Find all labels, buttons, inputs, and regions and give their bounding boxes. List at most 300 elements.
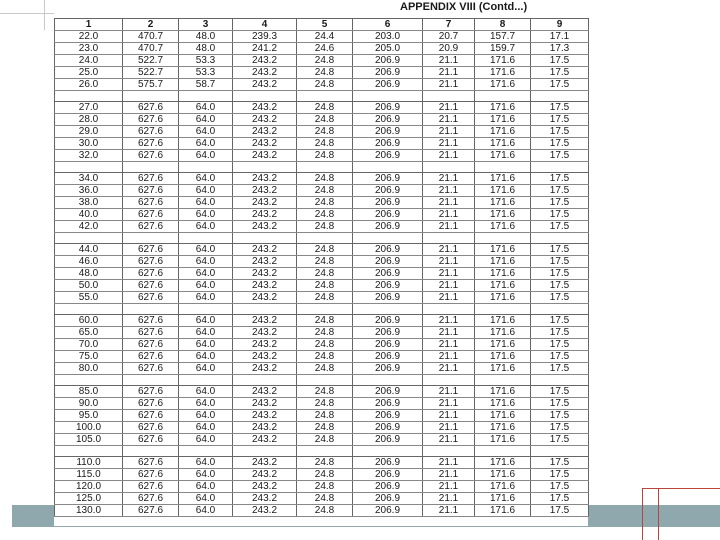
table-cell: 171.6 (475, 481, 531, 493)
table-cell: 206.9 (353, 150, 423, 162)
table-cell: 243.2 (233, 185, 297, 197)
table-cell: 22.0 (55, 31, 123, 43)
separator-cell (423, 233, 475, 244)
table-cell: 206.9 (353, 256, 423, 268)
table-cell: 17.5 (531, 197, 589, 209)
separator-cell (123, 304, 179, 315)
table-cell: 64.0 (179, 351, 233, 363)
table-cell: 243.2 (233, 505, 297, 517)
table-cell: 64.0 (179, 315, 233, 327)
table-cell: 243.2 (233, 197, 297, 209)
table-cell: 24.8 (297, 469, 353, 481)
column-header: 8 (475, 19, 531, 31)
table-row (55, 434, 589, 446)
table-cell: 243.2 (233, 327, 297, 339)
table-cell: 206.9 (353, 469, 423, 481)
table-cell: 30.0 (55, 138, 123, 150)
table-cell: 206.9 (353, 244, 423, 256)
table-row (55, 505, 589, 517)
table-cell: 24.8 (297, 351, 353, 363)
table-cell: 206.9 (353, 197, 423, 209)
table-cell: 243.2 (233, 351, 297, 363)
table-cell: 243.2 (233, 363, 297, 375)
table-cell: 17.5 (531, 221, 589, 233)
corner-decoration-line (658, 488, 659, 540)
table-cell: 64.0 (179, 292, 233, 304)
separator-cell (179, 446, 233, 457)
table-row (55, 327, 589, 339)
table-cell: 53.3 (179, 67, 233, 79)
separator-cell (531, 375, 589, 386)
table-cell: 64.0 (179, 422, 233, 434)
separator-cell (123, 162, 179, 173)
table-cell: 24.8 (297, 327, 353, 339)
separator-cell (297, 304, 353, 315)
table-row (55, 469, 589, 481)
separator-cell (475, 304, 531, 315)
table-cell: 171.6 (475, 126, 531, 138)
table-cell: 243.2 (233, 292, 297, 304)
separator-cell (423, 162, 475, 173)
table-cell: 206.9 (353, 292, 423, 304)
table-cell: 627.6 (123, 327, 179, 339)
separator-cell (297, 446, 353, 457)
table-row (55, 221, 589, 233)
table-cell: 627.6 (123, 280, 179, 292)
table-cell: 171.6 (475, 363, 531, 375)
table-cell: 130.0 (55, 505, 123, 517)
table-cell: 17.5 (531, 79, 589, 91)
table-cell: 24.8 (297, 268, 353, 280)
table-cell: 21.1 (423, 481, 475, 493)
table-cell: 64.0 (179, 481, 233, 493)
separator-cell (297, 233, 353, 244)
table-cell: 21.1 (423, 410, 475, 422)
table-cell: 243.2 (233, 268, 297, 280)
table-cell: 21.1 (423, 363, 475, 375)
separator-cell (531, 162, 589, 173)
table-cell: 40.0 (55, 209, 123, 221)
table-row (55, 339, 589, 351)
table-cell: 110.0 (55, 457, 123, 469)
separator-cell (179, 162, 233, 173)
table-cell: 171.6 (475, 505, 531, 517)
table-cell: 17.5 (531, 292, 589, 304)
table-cell: 64.0 (179, 114, 233, 126)
table-cell: 171.6 (475, 457, 531, 469)
table-cell: 64.0 (179, 363, 233, 375)
separator-cell (423, 304, 475, 315)
table-cell: 206.9 (353, 268, 423, 280)
table-cell: 171.6 (475, 327, 531, 339)
table-cell: 243.2 (233, 102, 297, 114)
table-cell: 21.1 (423, 398, 475, 410)
table-row (55, 481, 589, 493)
table-cell: 243.2 (233, 457, 297, 469)
table-cell: 24.8 (297, 457, 353, 469)
table-cell: 470.7 (123, 31, 179, 43)
table-cell: 24.8 (297, 292, 353, 304)
group-separator (55, 233, 589, 244)
separator-cell (353, 233, 423, 244)
table-cell: 24.8 (297, 150, 353, 162)
table-cell: 17.1 (531, 31, 589, 43)
table-cell: 243.2 (233, 173, 297, 185)
table-row (55, 150, 589, 162)
table-cell: 171.6 (475, 398, 531, 410)
table-row (55, 256, 589, 268)
table-cell: 27.0 (55, 102, 123, 114)
table-cell: 64.0 (179, 138, 233, 150)
table-cell: 24.8 (297, 315, 353, 327)
separator-cell (233, 446, 297, 457)
table-cell: 21.1 (423, 256, 475, 268)
table-row (55, 422, 589, 434)
table-cell: 627.6 (123, 150, 179, 162)
table-cell: 34.0 (55, 173, 123, 185)
table-cell: 241.2 (233, 43, 297, 55)
table-cell: 21.1 (423, 173, 475, 185)
table-cell: 48.0 (55, 268, 123, 280)
table-cell: 627.6 (123, 339, 179, 351)
separator-cell (297, 162, 353, 173)
table-cell: 171.6 (475, 422, 531, 434)
appendix-title: APPENDIX VIII (Contd...) (400, 1, 528, 13)
table-cell: 21.1 (423, 493, 475, 505)
table-cell: 64.0 (179, 102, 233, 114)
table-cell: 24.8 (297, 410, 353, 422)
table-cell: 206.9 (353, 102, 423, 114)
table-cell: 64.0 (179, 150, 233, 162)
table-cell: 64.0 (179, 126, 233, 138)
table-cell: 24.8 (297, 55, 353, 67)
table-cell: 243.2 (233, 79, 297, 91)
table-cell: 171.6 (475, 386, 531, 398)
separator-cell (179, 375, 233, 386)
table-cell: 58.7 (179, 79, 233, 91)
group-separator (55, 162, 589, 173)
table-cell: 206.9 (353, 457, 423, 469)
group-separator (55, 304, 589, 315)
table-cell: 243.2 (233, 67, 297, 79)
separator-cell (55, 91, 123, 102)
separator-cell (179, 304, 233, 315)
table-cell: 17.5 (531, 126, 589, 138)
table-cell: 171.6 (475, 292, 531, 304)
table-cell: 64.0 (179, 221, 233, 233)
separator-cell (297, 375, 353, 386)
table-cell: 44.0 (55, 244, 123, 256)
column-header: 7 (423, 19, 475, 31)
table-cell: 24.8 (297, 481, 353, 493)
table-cell: 24.8 (297, 363, 353, 375)
table-cell: 171.6 (475, 67, 531, 79)
table-cell: 24.8 (297, 79, 353, 91)
table-cell: 627.6 (123, 469, 179, 481)
table-cell: 65.0 (55, 327, 123, 339)
table-cell: 24.8 (297, 280, 353, 292)
separator-cell (531, 233, 589, 244)
table-cell: 21.1 (423, 79, 475, 91)
table-cell: 206.9 (353, 410, 423, 422)
table-cell: 17.5 (531, 410, 589, 422)
table-cell: 171.6 (475, 351, 531, 363)
table-row (55, 114, 589, 126)
frame-line (44, 0, 45, 30)
table-row (55, 67, 589, 79)
table-cell: 243.2 (233, 469, 297, 481)
table-cell: 24.8 (297, 422, 353, 434)
table-cell: 38.0 (55, 197, 123, 209)
separator-cell (123, 375, 179, 386)
separator-cell (233, 162, 297, 173)
table-cell: 64.0 (179, 327, 233, 339)
table-cell: 627.6 (123, 481, 179, 493)
table-cell: 24.0 (55, 55, 123, 67)
separator-cell (423, 375, 475, 386)
table-cell: 17.5 (531, 481, 589, 493)
table-cell: 627.6 (123, 422, 179, 434)
table-cell: 24.8 (297, 244, 353, 256)
table-cell: 20.9 (423, 43, 475, 55)
table-cell: 53.3 (179, 55, 233, 67)
table-cell: 171.6 (475, 256, 531, 268)
table-cell: 243.2 (233, 386, 297, 398)
table-cell: 64.0 (179, 173, 233, 185)
table-cell: 20.7 (423, 31, 475, 43)
header-row (55, 19, 589, 31)
table-cell: 243.2 (233, 244, 297, 256)
table-cell: 21.1 (423, 327, 475, 339)
table-cell: 627.6 (123, 493, 179, 505)
table-cell: 17.5 (531, 256, 589, 268)
table-cell: 17.3 (531, 43, 589, 55)
table-cell: 206.9 (353, 505, 423, 517)
table-cell: 627.6 (123, 209, 179, 221)
column-header: 9 (531, 19, 589, 31)
table-row (55, 351, 589, 363)
table-cell: 243.2 (233, 481, 297, 493)
table-cell: 21.1 (423, 138, 475, 150)
table-cell: 627.6 (123, 398, 179, 410)
table-cell: 60.0 (55, 315, 123, 327)
table-cell: 21.1 (423, 67, 475, 79)
column-header: 1 (55, 19, 123, 31)
table-cell: 21.1 (423, 102, 475, 114)
table-cell: 627.6 (123, 457, 179, 469)
table-cell: 243.2 (233, 55, 297, 67)
table-cell: 64.0 (179, 268, 233, 280)
table-cell: 17.5 (531, 505, 589, 517)
table-cell: 171.6 (475, 102, 531, 114)
table-cell: 17.5 (531, 173, 589, 185)
table-cell: 21.1 (423, 221, 475, 233)
table-row (55, 102, 589, 114)
table-cell: 243.2 (233, 493, 297, 505)
table-cell: 24.8 (297, 256, 353, 268)
table-cell: 243.2 (233, 422, 297, 434)
table-cell: 24.8 (297, 197, 353, 209)
separator-cell (233, 304, 297, 315)
table-cell: 243.2 (233, 138, 297, 150)
table-row (55, 457, 589, 469)
table-cell: 171.6 (475, 114, 531, 126)
separator-cell (123, 233, 179, 244)
table-cell: 21.1 (423, 280, 475, 292)
table-cell: 24.8 (297, 173, 353, 185)
table-row (55, 398, 589, 410)
table-cell: 171.6 (475, 315, 531, 327)
table-cell: 243.2 (233, 126, 297, 138)
table-cell: 23.0 (55, 43, 123, 55)
table-cell: 627.6 (123, 185, 179, 197)
column-header: 4 (233, 19, 297, 31)
separator-cell (123, 446, 179, 457)
separator-cell (55, 162, 123, 173)
table-cell: 171.6 (475, 244, 531, 256)
table-row (55, 31, 589, 43)
table-cell: 575.7 (123, 79, 179, 91)
table-cell: 120.0 (55, 481, 123, 493)
separator-cell (123, 91, 179, 102)
table-cell: 17.5 (531, 363, 589, 375)
table-cell: 159.7 (475, 43, 531, 55)
table-cell: 70.0 (55, 339, 123, 351)
table-cell: 243.2 (233, 339, 297, 351)
table-cell: 206.9 (353, 67, 423, 79)
table-cell: 171.6 (475, 280, 531, 292)
table-cell: 17.5 (531, 114, 589, 126)
separator-cell (423, 91, 475, 102)
table-cell: 171.6 (475, 410, 531, 422)
table-cell: 80.0 (55, 363, 123, 375)
table-cell: 627.6 (123, 410, 179, 422)
table-cell: 206.9 (353, 351, 423, 363)
table-cell: 627.6 (123, 386, 179, 398)
table-cell: 24.8 (297, 434, 353, 446)
table-cell: 24.8 (297, 138, 353, 150)
table-cell: 203.0 (353, 31, 423, 43)
table-cell: 206.9 (353, 138, 423, 150)
table-row (55, 280, 589, 292)
table-cell: 26.0 (55, 79, 123, 91)
table-cell: 36.0 (55, 185, 123, 197)
table-row (55, 55, 589, 67)
table-cell: 64.0 (179, 339, 233, 351)
table-cell: 17.5 (531, 469, 589, 481)
separator-cell (353, 162, 423, 173)
separator-cell (475, 233, 531, 244)
table-cell: 55.0 (55, 292, 123, 304)
table-cell: 17.5 (531, 493, 589, 505)
table-row (55, 315, 589, 327)
table-cell: 85.0 (55, 386, 123, 398)
table-cell: 17.5 (531, 457, 589, 469)
table-row (55, 138, 589, 150)
table-cell: 100.0 (55, 422, 123, 434)
table-cell: 243.2 (233, 150, 297, 162)
table-cell: 17.5 (531, 244, 589, 256)
table-cell: 24.8 (297, 67, 353, 79)
table-cell: 627.6 (123, 434, 179, 446)
table-cell: 171.6 (475, 138, 531, 150)
table-cell: 64.0 (179, 469, 233, 481)
separator-cell (297, 91, 353, 102)
table-cell: 24.8 (297, 221, 353, 233)
table-cell: 627.6 (123, 138, 179, 150)
table-cell: 21.1 (423, 209, 475, 221)
table-cell: 24.8 (297, 185, 353, 197)
table-cell: 24.8 (297, 209, 353, 221)
table-row (55, 244, 589, 256)
table-cell: 171.6 (475, 150, 531, 162)
column-header: 5 (297, 19, 353, 31)
separator-cell (353, 304, 423, 315)
table-cell: 206.9 (353, 221, 423, 233)
table-cell: 206.9 (353, 481, 423, 493)
table-cell: 627.6 (123, 505, 179, 517)
table-row (55, 79, 589, 91)
table-cell: 17.5 (531, 102, 589, 114)
separator-cell (55, 446, 123, 457)
table-cell: 21.1 (423, 185, 475, 197)
table-cell: 115.0 (55, 469, 123, 481)
table-cell: 205.0 (353, 43, 423, 55)
table-row (55, 292, 589, 304)
table-cell: 21.1 (423, 197, 475, 209)
table-cell: 21.1 (423, 126, 475, 138)
table-cell: 125.0 (55, 493, 123, 505)
table-cell: 243.2 (233, 398, 297, 410)
table-cell: 17.5 (531, 386, 589, 398)
column-header: 6 (353, 19, 423, 31)
table-cell: 627.6 (123, 126, 179, 138)
table-cell: 24.8 (297, 339, 353, 351)
table-cell: 21.1 (423, 386, 475, 398)
group-separator (55, 446, 589, 457)
table-cell: 21.1 (423, 339, 475, 351)
table-row (55, 209, 589, 221)
table-row (55, 410, 589, 422)
table-cell: 243.2 (233, 410, 297, 422)
table-cell: 17.5 (531, 422, 589, 434)
table-cell: 206.9 (353, 126, 423, 138)
separator-cell (353, 375, 423, 386)
table-cell: 29.0 (55, 126, 123, 138)
table-cell: 17.5 (531, 150, 589, 162)
table-cell: 171.6 (475, 185, 531, 197)
table-cell: 171.6 (475, 268, 531, 280)
table-cell: 64.0 (179, 209, 233, 221)
table-cell: 627.6 (123, 256, 179, 268)
table-body (55, 31, 589, 517)
table-row (55, 43, 589, 55)
table-cell: 17.5 (531, 351, 589, 363)
separator-cell (353, 446, 423, 457)
separator-cell (475, 162, 531, 173)
table-row (55, 197, 589, 209)
table-cell: 243.2 (233, 114, 297, 126)
table-cell: 21.1 (423, 268, 475, 280)
table-cell: 243.2 (233, 221, 297, 233)
table-cell: 243.2 (233, 434, 297, 446)
table-cell: 206.9 (353, 55, 423, 67)
table-cell: 21.1 (423, 244, 475, 256)
separator-cell (233, 375, 297, 386)
table-cell: 171.6 (475, 55, 531, 67)
table-cell: 21.1 (423, 114, 475, 126)
frame-line (0, 13, 58, 14)
